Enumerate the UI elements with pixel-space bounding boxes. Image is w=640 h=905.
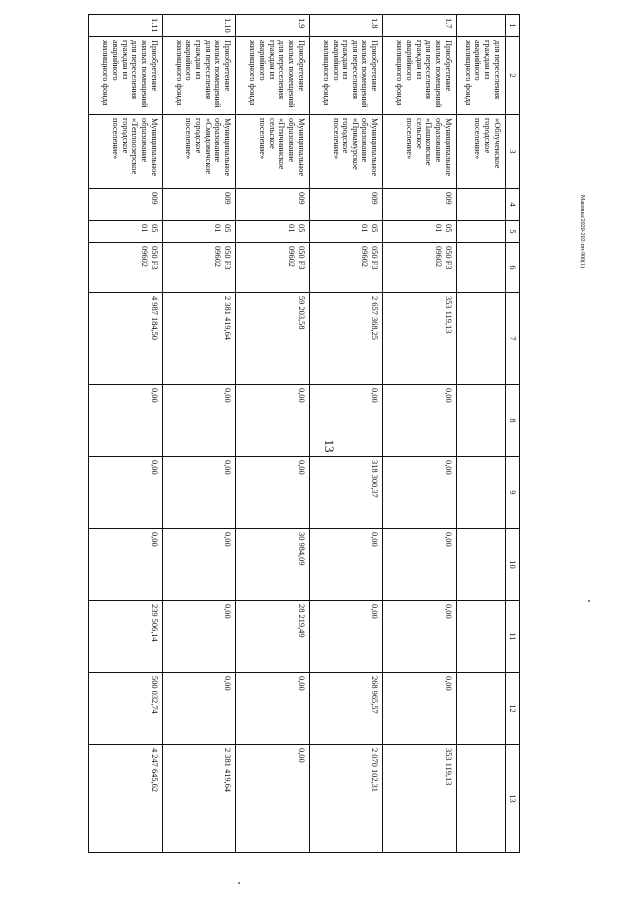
header-cell: 3 xyxy=(505,115,519,189)
row-value-9: 0,00 xyxy=(383,457,457,529)
row-value-11: 0,00 xyxy=(383,601,457,673)
row-section: 05 01 xyxy=(309,221,383,243)
header-cell: 7 xyxy=(505,293,519,385)
row-entity: Муниципальное образование «Смидовичское городское поселение» xyxy=(162,115,236,189)
row-value-11: 0,00 xyxy=(309,601,383,673)
empty-cell xyxy=(456,385,505,457)
row-value-9: 0,00 xyxy=(236,457,310,529)
row-target: 050 F3 09602 xyxy=(89,243,163,293)
header-cell: 2 xyxy=(505,37,519,115)
scan-speck xyxy=(588,600,590,602)
header-cell: 1 xyxy=(505,15,519,37)
row-number: 1.8 xyxy=(309,15,383,37)
page-number: 13 xyxy=(322,439,337,453)
row-number: 1.7 xyxy=(383,15,457,37)
row-value-8: 0,00 xyxy=(236,385,310,457)
row-number: 1.9 xyxy=(236,15,310,37)
row-value-8: 0,00 xyxy=(383,385,457,457)
row-entity: Муниципальное образование «Приамурское городское поселение» xyxy=(309,115,383,189)
row-section: 05 01 xyxy=(162,221,236,243)
row-name: Приобретение жилых помещений для переселения граждан из аварийного жилищного фонда xyxy=(236,37,310,115)
row-name: Приобретение жилых помещений для переселения граждан из аварийного жилищного фонда xyxy=(383,37,457,115)
header-cell: 11 xyxy=(505,601,519,673)
row-entity: Муниципальное образование «Пашковское сельское поселение» xyxy=(383,115,457,189)
row-value-8: 0,00 xyxy=(309,385,383,457)
row-section: 05 01 xyxy=(236,221,310,243)
row-value-13: 2 381 419,64 xyxy=(162,745,236,853)
row-target: 050 F3 09602 xyxy=(162,243,236,293)
row-value-7: 2 657 368,25 xyxy=(309,293,383,385)
row-value-12: 268 965,57 xyxy=(309,673,383,745)
row-value-8: 0,00 xyxy=(162,385,236,457)
row-entity: Муниципальное образование «Теплоозерское городское поселение» xyxy=(89,115,163,189)
row-code: 009 xyxy=(309,189,383,221)
continued-name-cell: для переселения граждан из аварийного жилищного фонда xyxy=(456,37,505,115)
row-value-7: 353 119,13 xyxy=(383,293,457,385)
budget-table-rotated xyxy=(88,14,520,852)
table-row xyxy=(309,15,383,853)
row-value-10: 0,00 xyxy=(162,529,236,601)
empty-cell xyxy=(456,243,505,293)
row-value-13: 0,00 xyxy=(236,745,310,853)
row-code: 009 xyxy=(89,189,163,221)
row-value-7: 4 987 184,50 xyxy=(89,293,163,385)
empty-cell xyxy=(456,221,505,243)
row-value-9: 0,00 xyxy=(162,457,236,529)
header-cell: 12 xyxy=(505,673,519,745)
row-value-12: 0,00 xyxy=(236,673,310,745)
row-value-11: 0,00 xyxy=(162,601,236,673)
row-name: Приобретение жилых помещений для переселения граждан из аварийного жилищного фонда xyxy=(162,37,236,115)
empty-cell xyxy=(456,293,505,385)
empty-cell xyxy=(456,457,505,529)
empty-cell xyxy=(456,15,505,37)
row-value-7: 2 381 419,64 xyxy=(162,293,236,385)
empty-cell xyxy=(456,745,505,853)
row-value-10: 0,00 xyxy=(309,529,383,601)
row-value-10: 0,00 xyxy=(89,529,163,601)
empty-cell xyxy=(456,601,505,673)
row-number: 1.11 xyxy=(89,15,163,37)
empty-cell xyxy=(456,529,505,601)
header-cell: 4 xyxy=(505,189,519,221)
continued-entity-cell: «Облученское городское поселение» xyxy=(456,115,505,189)
row-value-12: 500 032,74 xyxy=(89,673,163,745)
row-value-7: 59 203,58 xyxy=(236,293,310,385)
row-number: 1.10 xyxy=(162,15,236,37)
header-cell: 6 xyxy=(505,243,519,293)
row-section: 05 01 xyxy=(89,221,163,243)
header-cell: 10 xyxy=(505,529,519,601)
row-value-9: 0,00 xyxy=(89,457,163,529)
header-cell: 8 xyxy=(505,385,519,457)
row-value-12: 0,00 xyxy=(383,673,457,745)
row-value-13: 2 070 102,31 xyxy=(309,745,383,853)
row-code: 009 xyxy=(383,189,457,221)
row-value-11: 239 506,14 xyxy=(89,601,163,673)
table-row xyxy=(383,15,457,853)
empty-cell xyxy=(456,673,505,745)
row-name: Приобретение жилых помещений для переселения граждан из аварийного жилищного фонда xyxy=(89,37,163,115)
row-value-9: 318 300,37 xyxy=(309,457,383,529)
budget-table xyxy=(88,14,520,853)
row-target: 050 F3 09602 xyxy=(309,243,383,293)
header-row xyxy=(505,15,519,853)
row-value-8: 0,00 xyxy=(89,385,163,457)
continuation-row xyxy=(456,15,505,853)
header-cell: 5 xyxy=(505,221,519,243)
row-value-11: 28 219,49 xyxy=(236,601,310,673)
row-entity: Муниципальное образование «Птичнинское сельское поселение» xyxy=(236,115,310,189)
row-name: Приобретение жилых помещений для переселения граждан из аварийного жилищного фонда xyxy=(309,37,383,115)
empty-cell xyxy=(456,189,505,221)
row-value-12: 0,00 xyxy=(162,673,236,745)
row-code: 009 xyxy=(162,189,236,221)
table-row xyxy=(162,15,236,853)
header-cell: 9 xyxy=(505,457,519,529)
row-target: 050 F3 09602 xyxy=(383,243,457,293)
header-cell: 13 xyxy=(505,745,519,853)
table-row xyxy=(89,15,163,853)
row-value-13: 353 119,13 xyxy=(383,745,457,853)
row-value-10: 0,00 xyxy=(383,529,457,601)
row-target: 050 F3 09602 xyxy=(236,243,310,293)
row-value-13: 4 247 645,62 xyxy=(89,745,163,853)
row-value-10: 30 984,09 xyxy=(236,529,310,601)
row-section: 05 01 xyxy=(383,221,457,243)
table-row xyxy=(236,15,310,853)
scan-speck xyxy=(238,882,240,884)
row-code: 009 xyxy=(236,189,310,221)
document-reference: Маковка/2020-202-пп-900(1) xyxy=(579,195,585,269)
